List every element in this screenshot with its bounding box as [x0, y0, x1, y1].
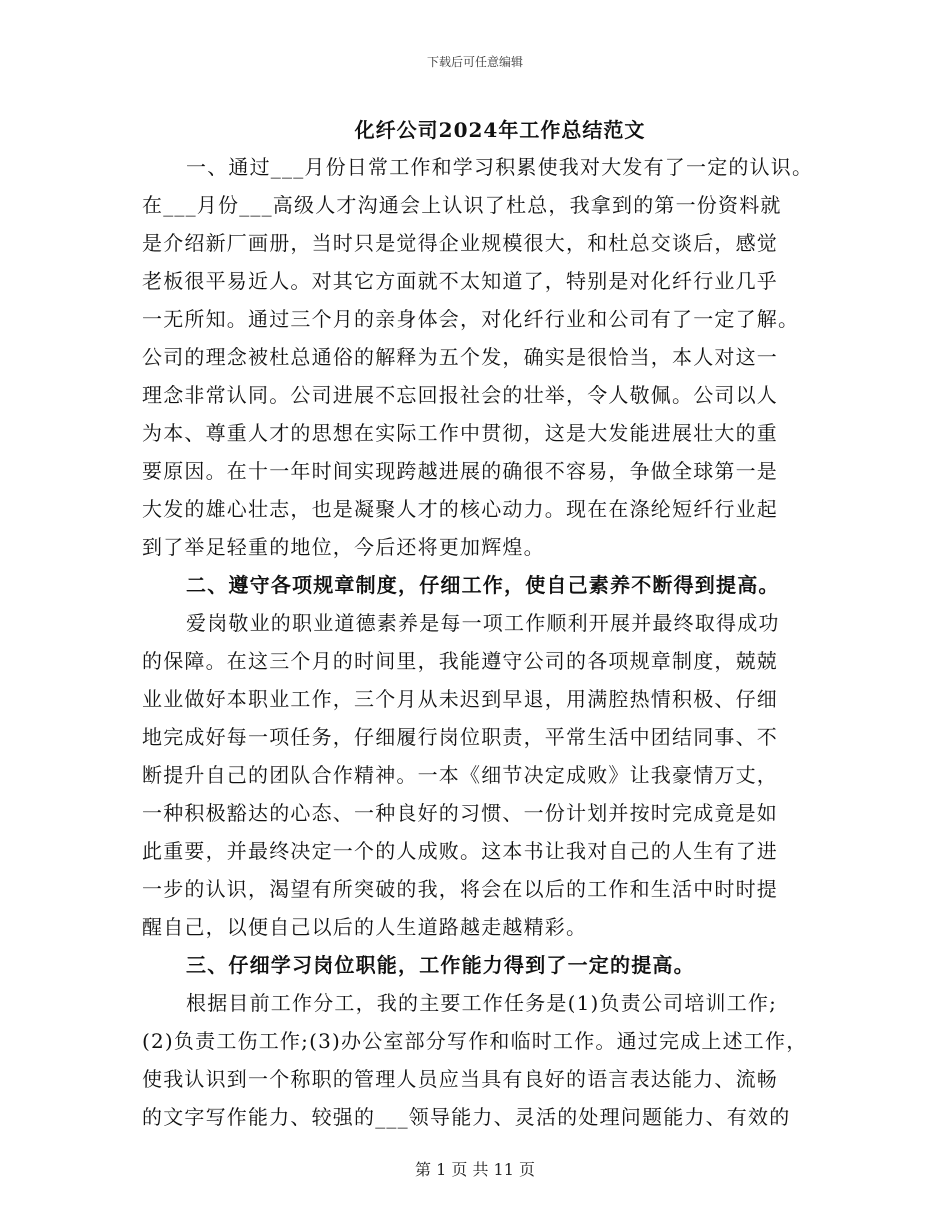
body-line: 公司的理念被杜总通俗的解释为五个发，确实是很恰当，本人对这一: [142, 345, 778, 369]
body-line: 老板很平易近人。对其它方面就不太知道了，特别是对化纤行业几乎: [142, 269, 778, 293]
body-line: 的保障。在这三个月的时间里，我能遵守公司的各项规章制度，兢兢: [142, 649, 778, 673]
body-line: (2)负责工伤工作;(3)办公室部分写作和临时工作。通过完成上述工作，: [142, 1029, 808, 1053]
body-line: 爱岗敬业的职业道德素养是每一项工作顺利开展并最终取得成功: [186, 611, 780, 635]
body-line: 地完成好每一项任务，仔细履行岗位职责，平常生活中团结同事、不: [142, 725, 778, 749]
header-note: 下载后可任意编辑: [426, 55, 523, 69]
body-line: 一无所知。通过三个月的亲身体会，对化纤行业和公司有了一定了解。: [142, 307, 800, 331]
body-line: 在___月份___高级人才沟通会上认识了杜总，我拿到的第一份资料就: [142, 193, 782, 217]
body-line: 理念非常认同。公司进展不忘回报社会的壮举，令人敬佩。公司以人: [142, 383, 778, 407]
section-heading: 三、仔细学习岗位职能，工作能力得到了一定的提高。: [186, 953, 695, 977]
body-line: 使我认识到一个称职的管理人员应当具有良好的语言表达能力、流畅: [142, 1067, 778, 1091]
body-line: 此重要，并最终决定一个的人成败。这本书让我对自己的人生有了进: [142, 839, 778, 863]
body-line: 业业做好本职业工作，三个月从未迟到早退，用满腔热情积极、仔细: [142, 687, 778, 711]
body-line: 一步的认识，渴望有所突破的我，将会在以后的工作和生活中时时提: [142, 877, 778, 901]
body-line: 一种积极豁达的心态、一种良好的习惯、一份计划并按时完成竟是如: [142, 801, 778, 825]
body-line: 一、通过___月份日常工作和学习积累使我对大发有了一定的认识。: [186, 155, 814, 179]
document-body: [142, 148, 822, 1136]
body-line: 是介绍新厂画册，当时只是觉得企业规模很大，和杜总交谈后，感觉: [142, 231, 778, 255]
body-line: 大发的雄心壮志，也是凝聚人才的核心动力。现在在涤纶短纤行业起: [142, 497, 778, 521]
body-line: 根据目前工作分工，我的主要工作任务是(1)负责公司培训工作;: [186, 991, 778, 1015]
body-line: 的文字写作能力、较强的___领导能力、灵活的处理问题能力、有效的: [142, 1105, 791, 1129]
body-line: 为本、尊重人才的思想在实际工作中贯彻，这是大发能进展壮大的重: [142, 421, 778, 445]
document-title: 化纤公司2024年工作总结范文: [354, 118, 646, 142]
page-footer: 第 1 页 共 11 页: [415, 1160, 535, 1179]
body-line: 要原因。在十一年时间实现跨越进展的确很不容易，争做全球第一是: [142, 459, 778, 483]
body-line: 到了举足轻重的地位，今后还将更加辉煌。: [142, 535, 545, 559]
body-line: 断提升自己的团队合作精神。一本《细节决定成败》让我豪情万丈，: [142, 763, 778, 787]
section-heading: 二、遵守各项规章制度，仔细工作，使自己素养不断得到提高。: [186, 573, 780, 597]
body-line: 醒自己，以便自己以后的人生道路越走越精彩。: [142, 915, 588, 939]
